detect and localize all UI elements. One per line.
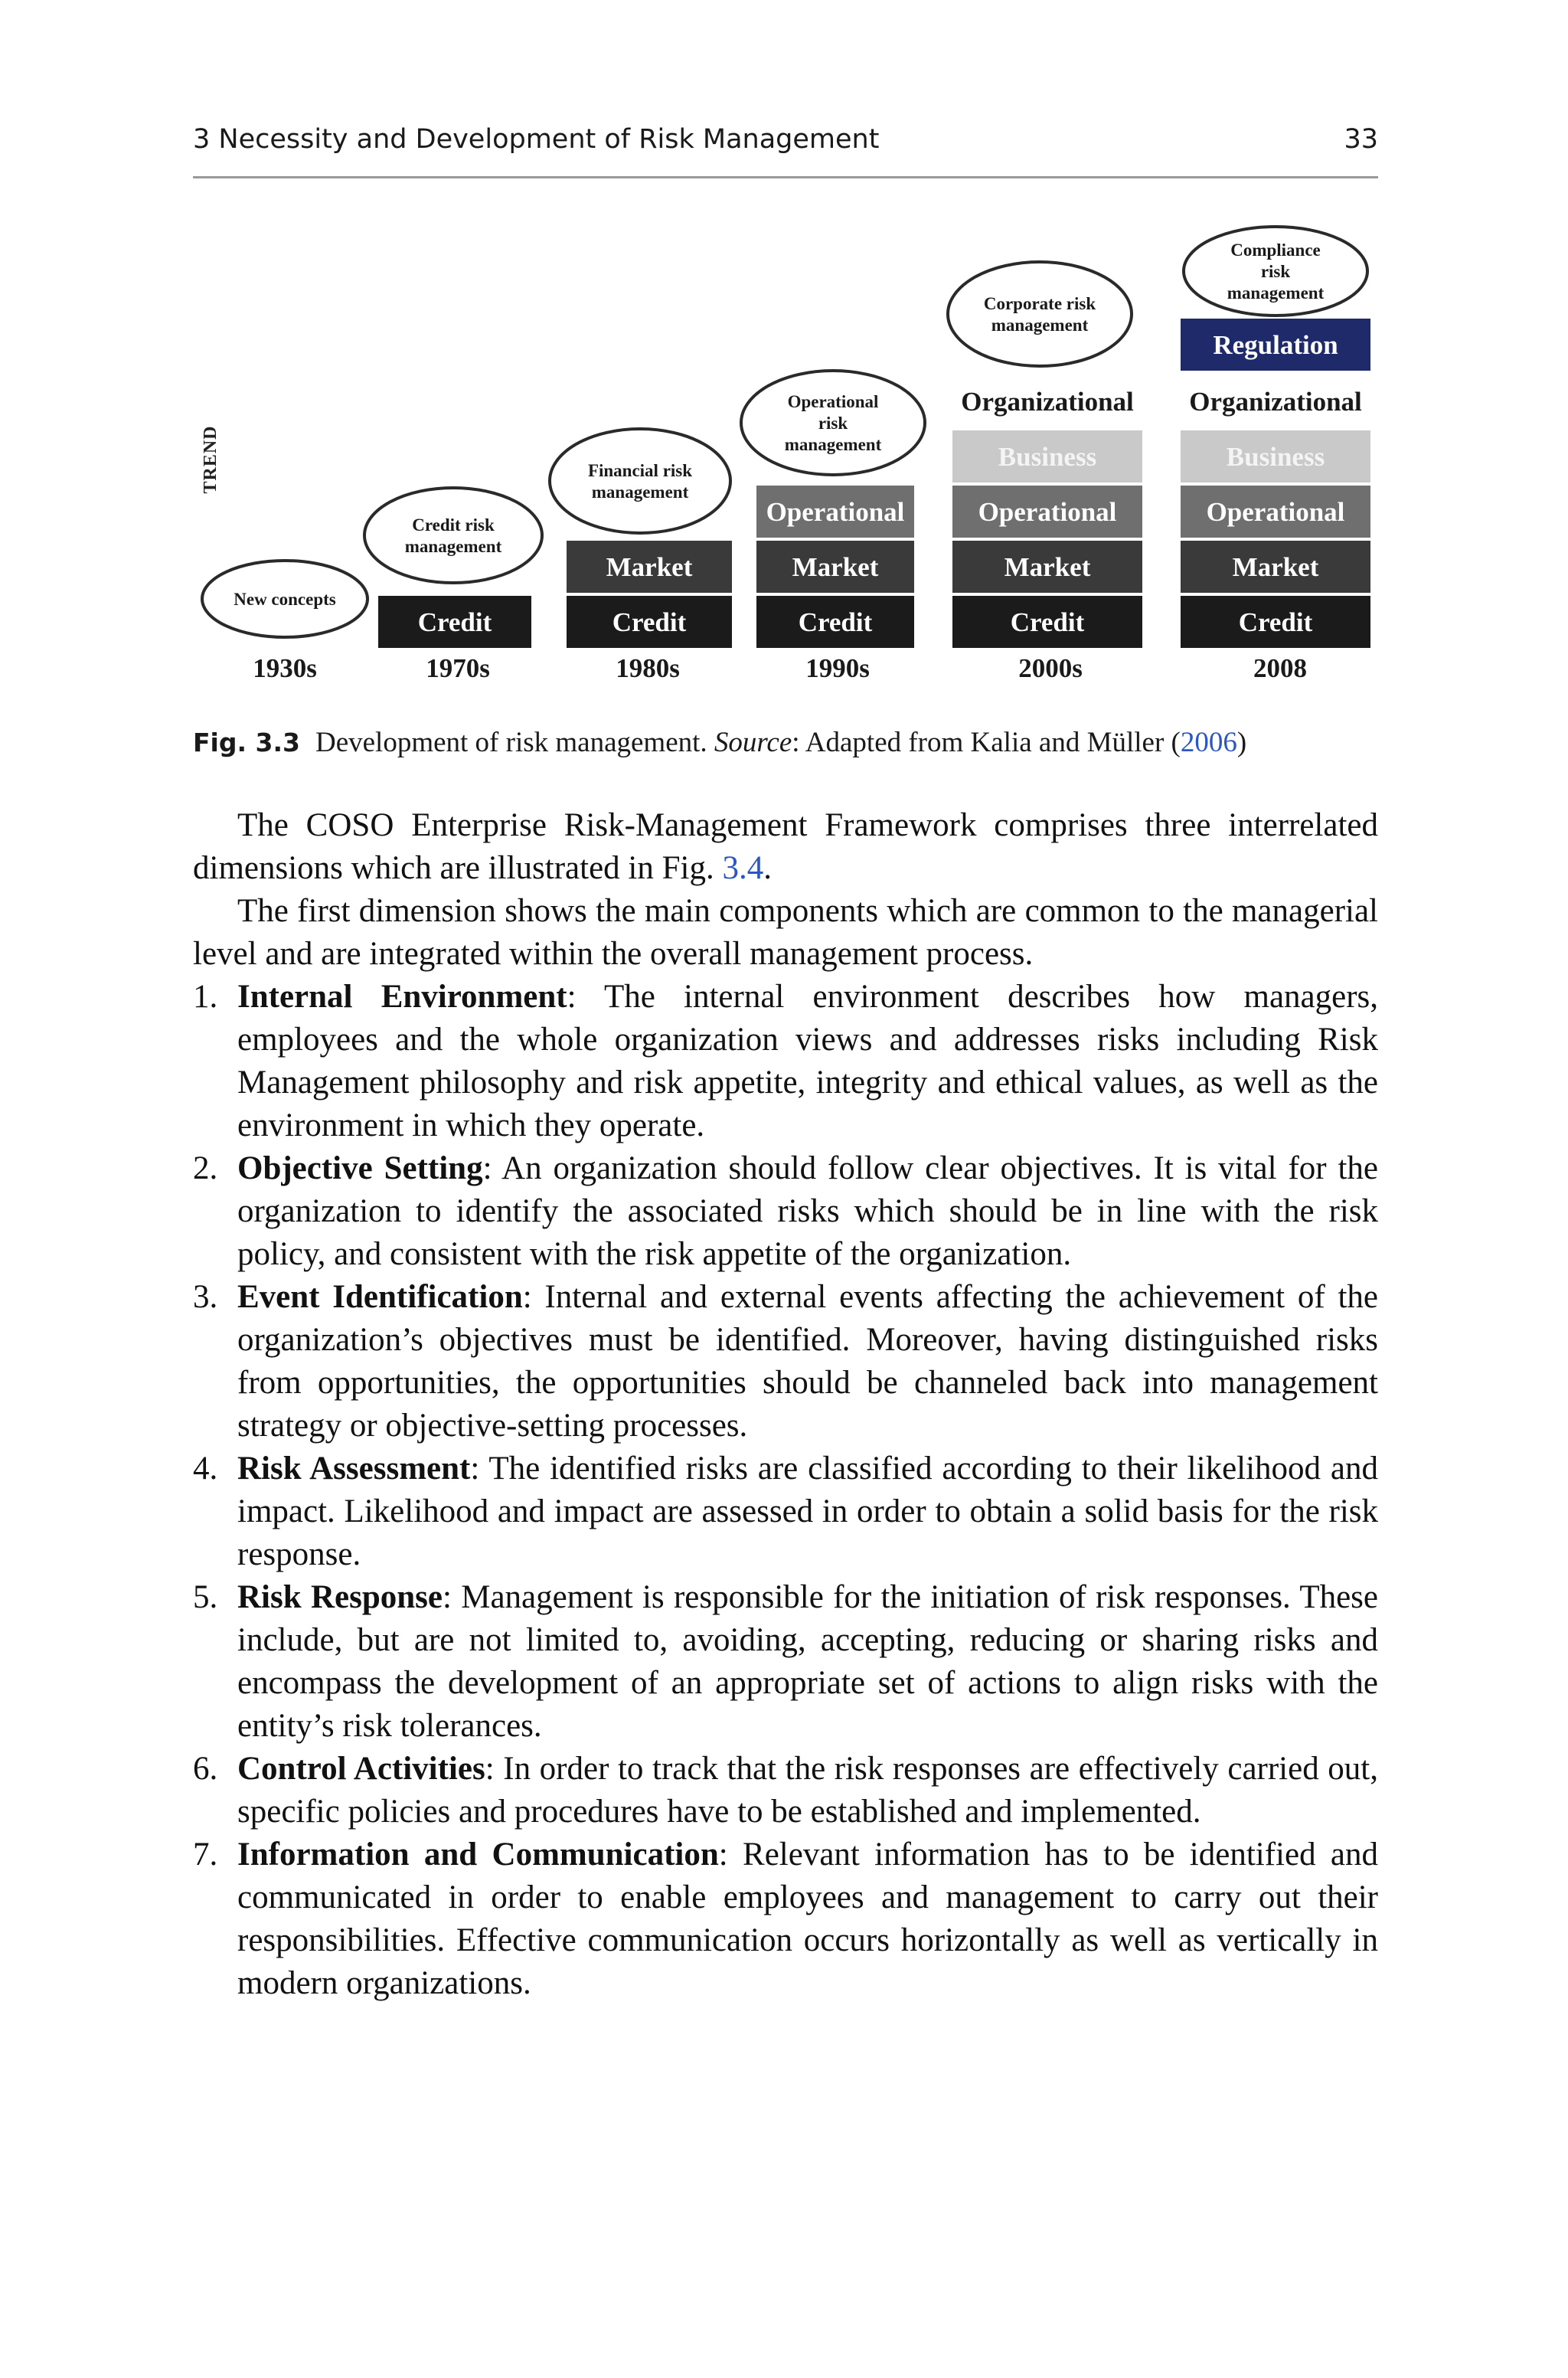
list-item [193,1447,1378,1576]
list-item-text: : The internal environment describes how managers, employees and the whole organization views and addresses risks including Risk Management philosophy and risk appetite, integrity and ethical values, as well as the environment in which they operate. [237,979,1379,1143]
trend-label: TREND [201,425,220,494]
ellipse-label: Corporate risk management [983,294,1096,335]
list-item [193,976,1378,1147]
list-item-text: : Relevant information has to be identified and communicated in order to enable employees and management to carry out their responsibilities. Effective communication occurs horizontally as well as vertically in modern organizations. [237,1837,1378,2001]
figure-caption [193,726,1387,759]
list-item-number: 4. [193,1451,218,1487]
list-item-number: 1. [193,979,218,1015]
decade-label: 1980s [616,653,680,683]
paragraph-2: The first dimension shows the main components which are common to the managerial level and are integrated within the overall management process. [193,893,1378,972]
organizational-label: Organizational [961,387,1134,417]
trend-ellipse [948,262,1132,366]
list-item [193,1833,1378,2005]
caption-text: Development of risk management. [315,727,714,758]
organizational-label: Organizational [1189,387,1362,417]
trend-ellipse [364,488,542,583]
list-item-heading: Event Identification [237,1279,523,1315]
caption-source-text: : Adapted from Kalia and Müller ( [792,727,1181,758]
ellipse-label: New concepts [234,590,336,609]
list-item-heading: Information and Communication [237,1837,719,1873]
list-item [193,1147,1378,1276]
block-label-market: Market [606,552,693,582]
citation-year-link[interactable]: 2006 [1180,727,1237,758]
block-label-credit: Credit [1238,607,1313,637]
components-list [193,976,1378,2005]
list-item [193,1276,1378,1447]
list-item-number: 5. [193,1579,218,1615]
risk-management-development-figure [0,0,1568,705]
block-label-operational: Operational [1206,497,1345,527]
block-label-credit: Credit [612,607,687,637]
block-label-credit: Credit [417,607,492,637]
page-number: 33 [1344,124,1378,155]
list-item-text: : In order to track that the risk responses are effectively carried out, specific policies and procedures have to be established and implemented. [237,1751,1378,1830]
paragraph-1: The COSO Enterprise Risk-Management Framework comprises three interrelated dimensions which are illustrated in Fig. 3.4. [193,807,1378,886]
decade-label: 1970s [426,653,490,683]
caption-label: Fig. 3.3 [193,728,300,757]
block-label-market: Market [1004,552,1091,582]
ellipse-label: Credit risk management [404,515,502,556]
block-label-credit: Credit [1010,607,1085,637]
block-label-market: Market [1232,552,1319,582]
list-item-heading: Control Activities [237,1751,485,1787]
block-label-operational: Operational [978,497,1117,527]
ellipse-label: Compliance risk management [1227,240,1325,303]
body-text [193,804,1378,2005]
list-item-number: 7. [193,1837,218,1873]
list-item-text: : Management is responsible for the initiation of risk responses. These include, but are not limited to, avoiding, accepting, reducing or sharing risks and encompass the development of an appropriate set of actions to align risks with the entity’s risk tolerances. [237,1579,1378,1744]
list-item-text: : The identified risks are classified according to their likelihood and impact. Likelihood and impact are assessed in order to obtain a solid basis for the risk response. [237,1451,1378,1572]
trend-ellipse [550,429,730,533]
ellipse-label: Operational risk management [784,392,882,454]
list-item-heading: Risk Assessment [237,1451,471,1487]
list-item-number: 3. [193,1279,218,1315]
caption-source-word: Source [714,727,792,758]
ellipse-label: Financial risk management [587,461,693,502]
list-item-number: 2. [193,1150,218,1186]
decade-label: 2008 [1253,653,1307,683]
block-label-operational: Operational [766,497,905,527]
caption-close: ) [1236,727,1247,758]
decade-label: 1990s [805,653,870,683]
block-label-regulation: Regulation [1213,330,1338,360]
block-label-business: Business [1226,442,1325,472]
list-item-heading: Internal Environment [237,979,567,1015]
list-item-text: : Internal and external events affecting the achievement of the organization’s objectives must be identified. Moreover, having distinguished risks from opportunities, the opportunities should be channeled back into management strategy or objective-setting processes. [237,1279,1378,1444]
list-item-heading: Objective Setting [237,1150,483,1186]
figure-reference-link[interactable]: 3.4 [722,850,764,886]
decade-label: 2000s [1018,653,1083,683]
block-label-market: Market [792,552,879,582]
block-label-business: Business [998,442,1097,472]
block-label-credit: Credit [798,607,873,637]
list-item [193,1748,1378,1833]
list-item-number: 6. [193,1751,218,1787]
chapter-title: 3 Necessity and Development of Risk Management [193,124,880,155]
list-item-heading: Risk Response [237,1579,443,1615]
decade-label: 1930s [253,653,317,683]
list-item [193,1576,1378,1748]
list-item-text: : An organization should follow clear objectives. It is vital for the organization to identify the associated risks which should be in line with the risk policy, and consistent with the risk appetite of the organization. [237,1150,1378,1272]
